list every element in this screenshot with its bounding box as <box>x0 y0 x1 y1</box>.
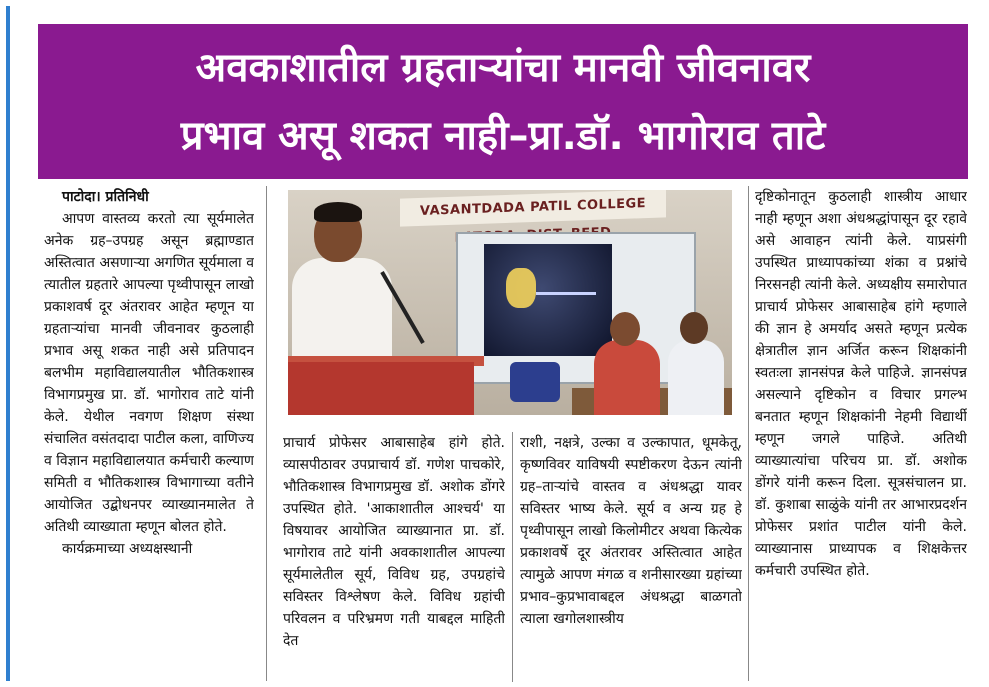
article-paragraph-2: कार्यक्रमाच्या अध्यक्षस्थानी <box>62 541 193 557</box>
article-column-1 <box>44 186 254 681</box>
article-column-2 <box>283 432 505 682</box>
article-column-3 <box>520 432 742 682</box>
article-paragraph-5: दृष्टिकोनातून कुठलाही शास्त्रीय आधार नाही म्हणून अशा अंधश्रद्धांपासून दूर रहावे असे आवाहन त्यांनी केले. याप्रसंगी उपस्थित प्राध्यापकांच्या शंका व प्रश्नांचे निरसनही त्यांनी केले. अध्यक्षीय समारोपात प्राचार्य प्रोफेसर आबासाहेब हांगे म्हणाले की ज्ञान हे अमर्याद असते म्हणून प्रत्येक क्षेत्रातील ज्ञान अर्जित करून शिक्षकांनी स्वतःला ज्ञानसंपन्न केले पाहिजे. ज्ञानसंपन्न असल्याने दृष्टिकोन व विचार प्रगल्भ बनतात म्हणून शिक्षकांनी नेहमी विद्यार्थी म्हणून जगले पाहिजे. अतिथी व्याख्यात्यांचा परिचय प्रा. डॉ. अशोक डोंगरे यांनी करून दिला. सूत्रसंचालन प्रा. डॉ. कुशाबा साळुंके यांनी तर आभारप्रदर्शन प्रोफेसर प्रशांत पाटील यांनी केले. व्याख्यानास प्राध्यापक व शिक्षकेत्तर कर्मचारी उपस्थित होते. <box>755 189 967 579</box>
chair <box>510 362 560 402</box>
headline-line-1: अवकाशातील ग्रहताऱ्यांचा मानवी जीवनावर <box>195 44 811 91</box>
article-paragraph-3: प्राचार्य प्रोफेसर आबासाहेब हांगे होते. व्यासपीठावर उपप्राचार्य डॉ. गणेश पाचकोरे, भौतिकशास्त्र विभागप्रमुख डॉ. अशोक डोंगरे उपस्थित होते. 'आकाशातील आश्चर्य' या विषयावर आयोजित व्याख्यानात प्रा. डॉ. भागोराव ताटे यांनी अवकाशातील आपल्या सूर्यमालेतील सूर्य, विविध ग्रह, उपग्रहांचे सविस्तर विश्लेषण केले. विविध ग्रहांची परिवलन व परिभ्रमण गती याबद्दल माहिती देत <box>283 435 505 649</box>
slide-image <box>484 244 612 356</box>
article-paragraph-4: राशी, नक्षत्रे, उल्का व उल्कापात, धूमकेतू, कृष्णविवर याविषयी स्पष्टीकरण देऊन त्यांनी ग्रह–ताऱ्यांचे वास्तव व अंधश्रद्धा यावर सविस्तर भाष्य केले. सूर्य व अन्य ग्रह हे पृथ्वीपासून लाखो किलोमीटर अथवा कित्येक प्रकाशवर्षे दूर अंतरावर अस्तित्वात आहेत त्यामुळे आपण मंगळ व शनीसारख्या ग्रहांच्या प्रभाव–कुप्रभावाबद्दल अंधश्रद्धा बाळगतो त्याला खगोलशास्त्रीय <box>520 435 742 627</box>
podium <box>288 362 474 415</box>
headline-line-2: प्रभाव असू शकत नाही–प्रा.डॉ. भागोराव ताटे <box>180 112 826 159</box>
article-column-4 <box>755 186 967 646</box>
college-banner: VASANTDADA PATIL COLLEGE <box>400 190 666 227</box>
column-divider <box>512 432 513 682</box>
article-paragraph-1: आपण वास्तव्य करतो त्या सूर्यमालेत अनेक ग्रह–उपग्रह असून ब्रह्माण्डात अस्तित्वात असणाऱ्या अगणित सूर्यमाला व त्यातील ग्रहतारे आपल्या पृथ्वीपासून लाखो प्रकाशवर्ष दूर अंतरावर आहेत म्हणून या ग्रहताऱ्यांचा मानवी जीवनावर कुठलाही प्रभाव असू शकत नाही असे प्रतिपादन बलभीम महाविद्यालयातील भौतिकशास्त्र विभागप्रमुख प्रा. डॉ. भागोराव ताटे यांनी केले. येथील नवगण शिक्षण संस्था संचालित वसंतदादा पाटील कला, वाणिज्य व विज्ञान महाविद्यालयात कर्मचारी कल्याण समिती व भौतिकशास्त्र विभागाच्या वतीने आयोजित उद्बोधनपर व्याख्यानमालेत ते अतिथी व्याख्याता म्हणून बोलत होते. <box>44 211 254 535</box>
dateline: पाटोदा। प्रतिनिधी <box>62 189 149 205</box>
event-photo <box>288 190 732 415</box>
headline-box <box>38 24 968 179</box>
guest-person <box>668 340 724 415</box>
margin-rule <box>6 6 10 681</box>
column-divider <box>266 186 267 681</box>
speaker <box>292 258 392 362</box>
guest-person <box>594 340 660 415</box>
column-divider <box>748 186 749 681</box>
